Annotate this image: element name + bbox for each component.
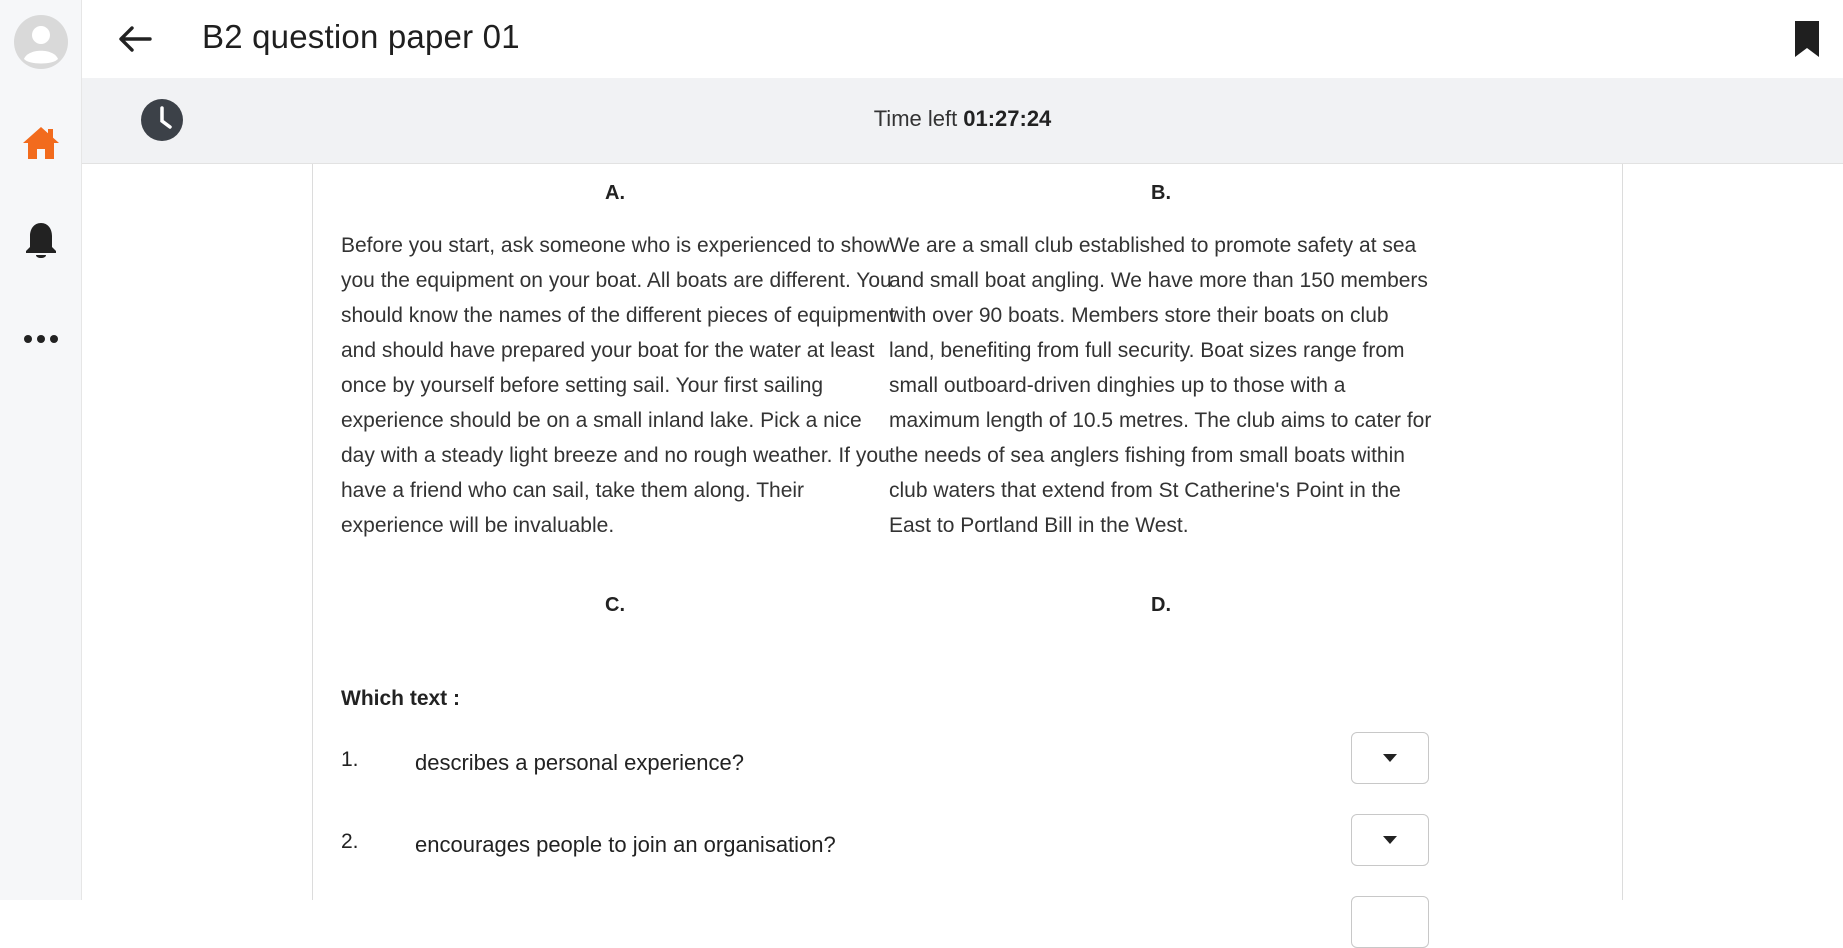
time-left <box>82 106 1843 132</box>
nav-more[interactable] <box>0 316 82 362</box>
avatar-icon <box>13 14 69 70</box>
time-left-value: 01:27:24 <box>963 106 1052 131</box>
bookmark-icon <box>1792 19 1822 59</box>
question-panel <box>312 164 1623 900</box>
time-left-label: Time left <box>873 106 958 131</box>
text-a-label: A. <box>605 182 625 204</box>
answer-select[interactable] <box>1351 814 1429 866</box>
top-header <box>82 0 1843 78</box>
question-row <box>341 896 1401 948</box>
nav-home[interactable] <box>0 118 82 168</box>
nav-notifications[interactable] <box>0 216 82 266</box>
question-text: encourages people to join an organisation? <box>415 832 836 857</box>
caret-down-icon <box>1383 836 1397 844</box>
home-icon <box>21 124 61 162</box>
question-row <box>341 732 1401 784</box>
text-d-label: D. <box>1151 594 1171 616</box>
arrow-left-icon <box>118 25 152 53</box>
text-b-body: We are a small club established to promote safety at sea and small boat angling. We have more than 150 members with over 90 boats. Members store their boats on club land, benefiting from full security. Boat sizes range from small outboard-driven dinghies up to those with a maximum length of 10.5 metres. The club aims to cater for the needs of sea anglers fishing from small boats within club waters that extend from St Catherine's Point in the East to Portland Bill in the West. <box>889 234 1432 537</box>
question-number: 2. <box>341 830 359 853</box>
timer-bar <box>82 78 1843 164</box>
question-row <box>341 814 1401 866</box>
text-c-label: C. <box>605 594 625 616</box>
bookmark-button[interactable] <box>1787 16 1827 62</box>
question-text: describes a personal experience? <box>415 750 744 775</box>
text-a-body: Before you start, ask someone who is experienced to show you the equipment on your boat. All boats are different. You should know the names of the different pieces of equipment and should have prepared your boat for the water at least once by yourself before setting sail. Your first sailing experience should be on a small inland lake. Pick a nice day with a steady light breeze and no rough weather. If you have a friend who can sail, take them along. Their experience will be invaluable. <box>341 234 896 537</box>
answer-select[interactable] <box>1351 732 1429 784</box>
back-button[interactable] <box>112 16 158 62</box>
caret-down-icon <box>1383 754 1397 762</box>
text-b-label: B. <box>1151 182 1171 204</box>
left-nav-rail <box>0 0 82 900</box>
page-title: B2 question paper 01 <box>202 18 520 55</box>
question-number: 1. <box>341 748 359 771</box>
questions-heading: Which text : <box>341 687 460 710</box>
bell-icon <box>23 220 59 262</box>
more-icon <box>23 334 59 344</box>
avatar[interactable] <box>0 14 82 70</box>
answer-select[interactable] <box>1351 896 1429 948</box>
